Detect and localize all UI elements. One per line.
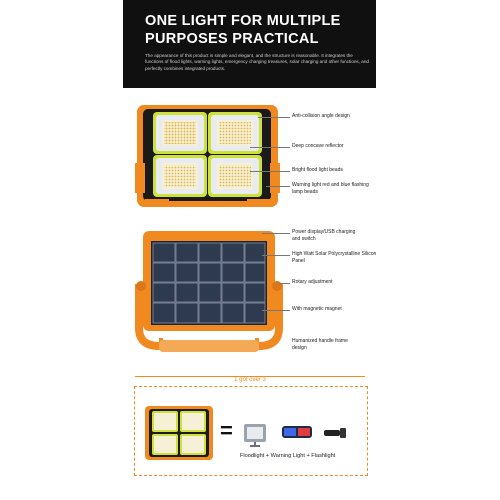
label-reflector: Deep concave reflector bbox=[292, 143, 344, 149]
label-handle: Humanized handle frame design bbox=[292, 338, 348, 351]
floodlight-small-image bbox=[143, 404, 215, 464]
label-power-display: Power display/USB charging and switch bbox=[292, 229, 356, 242]
floodlight-front-image bbox=[135, 103, 283, 211]
flashlight-icon bbox=[322, 426, 348, 440]
label-rotary: Rotary adjustment bbox=[292, 279, 333, 285]
bundle-formula: Floodlight + Warning Light + Flashlight bbox=[240, 453, 336, 459]
page-title: ONE LIGHT FOR MULTIPLE PURPOSES PRACTICAL bbox=[145, 13, 341, 47]
header-description: The appearance of this product is simple and elegant, and the structure is reasonable. It integrates the functions of flood lights, warning lights, emergency charging treasures, solar charging and other functions, and perfectly combines integrated products. bbox=[145, 53, 369, 71]
leader-line bbox=[250, 171, 290, 172]
leader-line bbox=[250, 147, 290, 148]
leader-line bbox=[266, 186, 290, 187]
floodlight-icon bbox=[242, 422, 274, 448]
label-solar-panel: High Watt Solar Polycrystalline Silicon Panel bbox=[292, 251, 377, 264]
label-light-beads: Bright flood light beads bbox=[292, 167, 343, 173]
leader-line bbox=[280, 283, 290, 284]
leader-line bbox=[262, 310, 290, 311]
label-anti-collision: Anti-collision angle design bbox=[292, 113, 350, 119]
warning-light-icon bbox=[280, 422, 316, 442]
bundle-badge: 1 got over 3 bbox=[234, 377, 266, 383]
leader-line bbox=[262, 255, 290, 256]
label-magnet: With magnetic magnet bbox=[292, 306, 342, 312]
equals-sign: = bbox=[220, 418, 233, 443]
label-warning-light: Warning light red and blue flashing lamp beads bbox=[292, 182, 369, 195]
floodlight-back-image bbox=[131, 228, 289, 368]
leader-line bbox=[258, 117, 290, 118]
header-banner bbox=[123, 0, 376, 88]
leader-line bbox=[262, 233, 290, 234]
